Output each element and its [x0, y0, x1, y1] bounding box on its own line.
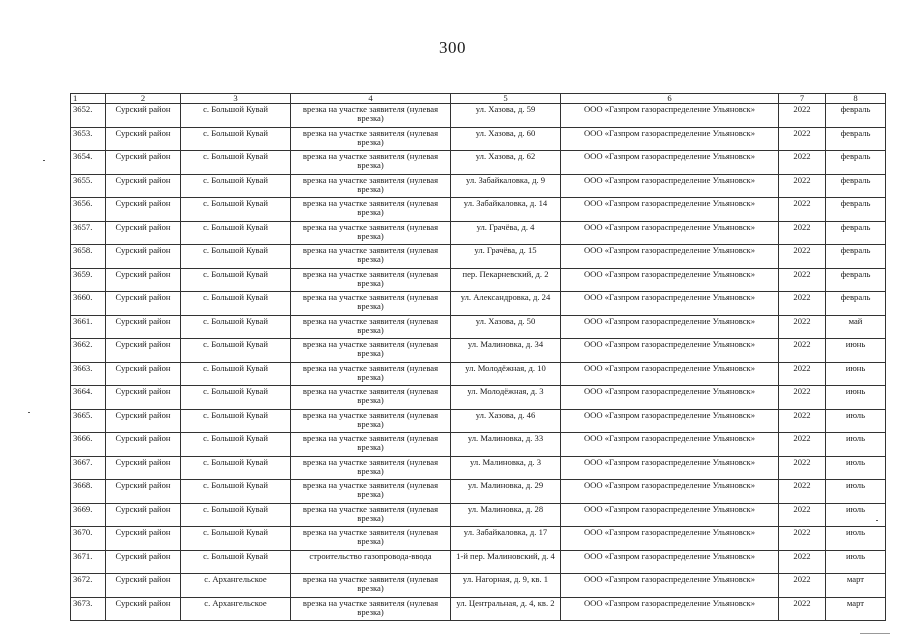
cell-organization: ООО «Газпром газораспределение Ульяновск» [561, 433, 779, 457]
cell-month: февраль [826, 292, 886, 316]
cell-year: 2022 [779, 597, 826, 621]
cell-settlement: с. Большой Кувай [181, 315, 291, 339]
cell-work-type: врезка на участке заявителя (нулевая врезка) [291, 268, 451, 292]
cell-organization: ООО «Газпром газораспределение Ульяновск» [561, 456, 779, 480]
cell-year: 2022 [779, 104, 826, 128]
cell-organization: ООО «Газпром газораспределение Ульяновск» [561, 245, 779, 269]
column-header-1: 1 [71, 94, 106, 104]
cell-row-number: 3654. [71, 151, 106, 175]
cell-district: Сурский район [106, 386, 181, 410]
cell-organization: ООО «Газпром газораспределение Ульяновск» [561, 550, 779, 574]
cell-district: Сурский район [106, 151, 181, 175]
cell-address: ул. Нагорная, д. 9, кв. 1 [451, 574, 561, 598]
cell-settlement: с. Архангельское [181, 574, 291, 598]
cell-month: февраль [826, 127, 886, 151]
cell-settlement: с. Большой Кувай [181, 480, 291, 504]
cell-row-number: 3672. [71, 574, 106, 598]
table-row [71, 456, 886, 480]
cell-month: июль [826, 550, 886, 574]
table-row [71, 597, 886, 621]
cell-work-type: врезка на участке заявителя (нулевая врезка) [291, 574, 451, 598]
cell-settlement: с. Большой Кувай [181, 151, 291, 175]
table-row [71, 386, 886, 410]
cell-district: Сурский район [106, 245, 181, 269]
cell-year: 2022 [779, 268, 826, 292]
column-header-8: 8 [826, 94, 886, 104]
cell-row-number: 3669. [71, 503, 106, 527]
cell-year: 2022 [779, 245, 826, 269]
cell-month: февраль [826, 151, 886, 175]
table-row [71, 503, 886, 527]
cell-organization: ООО «Газпром газораспределение Ульяновск» [561, 315, 779, 339]
cell-address: ул. Грачёва, д. 15 [451, 245, 561, 269]
cell-district: Сурский район [106, 550, 181, 574]
cell-organization: ООО «Газпром газораспределение Ульяновск» [561, 362, 779, 386]
cell-work-type: врезка на участке заявителя (нулевая врезка) [291, 221, 451, 245]
cell-work-type: врезка на участке заявителя (нулевая врезка) [291, 339, 451, 363]
table-row [71, 315, 886, 339]
cell-settlement: с. Большой Кувай [181, 104, 291, 128]
cell-settlement: с. Архангельское [181, 597, 291, 621]
cell-settlement: с. Большой Кувай [181, 339, 291, 363]
cell-year: 2022 [779, 315, 826, 339]
cell-address: ул. Центральная, д. 4, кв. 2 [451, 597, 561, 621]
cell-work-type: врезка на участке заявителя (нулевая врезка) [291, 386, 451, 410]
cell-settlement: с. Большой Кувай [181, 433, 291, 457]
cell-address: ул. Молодёжная, д. 10 [451, 362, 561, 386]
cell-work-type: врезка на участке заявителя (нулевая врезка) [291, 503, 451, 527]
cell-row-number: 3655. [71, 174, 106, 198]
cell-organization: ООО «Газпром газораспределение Ульяновск» [561, 339, 779, 363]
table-row [71, 174, 886, 198]
cell-settlement: с. Большой Кувай [181, 550, 291, 574]
cell-organization: ООО «Газпром газораспределение Ульяновск» [561, 527, 779, 551]
cell-district: Сурский район [106, 339, 181, 363]
cell-row-number: 3673. [71, 597, 106, 621]
cell-organization: ООО «Газпром газораспределение Ульяновск» [561, 268, 779, 292]
cell-district: Сурский район [106, 221, 181, 245]
cell-settlement: с. Большой Кувай [181, 409, 291, 433]
cell-row-number: 3664. [71, 386, 106, 410]
cell-work-type: врезка на участке заявителя (нулевая врезка) [291, 527, 451, 551]
table-row [71, 362, 886, 386]
cell-month: июль [826, 456, 886, 480]
cell-month: март [826, 597, 886, 621]
table-row [71, 409, 886, 433]
cell-work-type: врезка на участке заявителя (нулевая врезка) [291, 362, 451, 386]
cell-address: ул. Забайкаловка, д. 14 [451, 198, 561, 222]
cell-organization: ООО «Газпром газораспределение Ульяновск» [561, 127, 779, 151]
cell-organization: ООО «Газпром газораспределение Ульяновск» [561, 151, 779, 175]
cell-address: ул. Малиновка, д. 28 [451, 503, 561, 527]
cell-district: Сурский район [106, 433, 181, 457]
cell-address: ул. Забайкаловка, д. 9 [451, 174, 561, 198]
column-header-2: 2 [106, 94, 181, 104]
cell-row-number: 3670. [71, 527, 106, 551]
cell-district: Сурский район [106, 292, 181, 316]
cell-year: 2022 [779, 151, 826, 175]
cell-month: февраль [826, 268, 886, 292]
cell-address: ул. Хазова, д. 60 [451, 127, 561, 151]
cell-month: июнь [826, 386, 886, 410]
cell-month: февраль [826, 245, 886, 269]
table-row [71, 574, 886, 598]
cell-month: февраль [826, 221, 886, 245]
cell-year: 2022 [779, 550, 826, 574]
cell-work-type: строительство газопровода-ввода [291, 550, 451, 574]
cell-settlement: с. Большой Кувай [181, 127, 291, 151]
cell-address: ул. Хазова, д. 62 [451, 151, 561, 175]
scan-speck [43, 160, 45, 161]
cell-address: ул. Хазова, д. 46 [451, 409, 561, 433]
cell-row-number: 3652. [71, 104, 106, 128]
cell-year: 2022 [779, 221, 826, 245]
cell-work-type: врезка на участке заявителя (нулевая врезка) [291, 456, 451, 480]
page-number: 300 [439, 38, 466, 57]
cell-organization: ООО «Газпром газораспределение Ульяновск» [561, 597, 779, 621]
cell-address: ул. Малиновка, д. 3 [451, 456, 561, 480]
table-row [71, 292, 886, 316]
cell-year: 2022 [779, 127, 826, 151]
cell-month: июнь [826, 339, 886, 363]
cell-address: ул. Малиновка, д. 33 [451, 433, 561, 457]
table-row [71, 245, 886, 269]
cell-address: ул. Малиновка, д. 29 [451, 480, 561, 504]
table-row [71, 339, 886, 363]
cell-settlement: с. Большой Кувай [181, 198, 291, 222]
cell-district: Сурский район [106, 456, 181, 480]
cell-address: ул. Забайкаловка, д. 17 [451, 527, 561, 551]
cell-month: март [826, 574, 886, 598]
cell-work-type: врезка на участке заявителя (нулевая врезка) [291, 104, 451, 128]
cell-address: ул. Хазова, д. 50 [451, 315, 561, 339]
cell-settlement: с. Большой Кувай [181, 245, 291, 269]
cell-organization: ООО «Газпром газораспределение Ульяновск» [561, 503, 779, 527]
cell-address: ул. Александровка, д. 24 [451, 292, 561, 316]
cell-work-type: врезка на участке заявителя (нулевая врезка) [291, 480, 451, 504]
cell-row-number: 3663. [71, 362, 106, 386]
scan-speck [876, 520, 878, 521]
cell-row-number: 3662. [71, 339, 106, 363]
cell-work-type: врезка на участке заявителя (нулевая врезка) [291, 151, 451, 175]
table-row [71, 104, 886, 128]
column-header-4: 4 [291, 94, 451, 104]
cell-year: 2022 [779, 292, 826, 316]
cell-row-number: 3660. [71, 292, 106, 316]
table-row [71, 198, 886, 222]
table-row [71, 433, 886, 457]
cell-address: ул. Молодёжная, д. 3 [451, 386, 561, 410]
cell-work-type: врезка на участке заявителя (нулевая врезка) [291, 292, 451, 316]
cell-row-number: 3659. [71, 268, 106, 292]
cell-settlement: с. Большой Кувай [181, 386, 291, 410]
cell-address: ул. Малиновка, д. 34 [451, 339, 561, 363]
cell-month: июль [826, 480, 886, 504]
cell-district: Сурский район [106, 480, 181, 504]
cell-district: Сурский район [106, 127, 181, 151]
cell-month: июль [826, 527, 886, 551]
cell-year: 2022 [779, 362, 826, 386]
cell-settlement: с. Большой Кувай [181, 456, 291, 480]
cell-address: пер. Пекарневский, д. 2 [451, 268, 561, 292]
table-header [71, 94, 886, 104]
cell-row-number: 3657. [71, 221, 106, 245]
cell-district: Сурский район [106, 362, 181, 386]
cell-year: 2022 [779, 339, 826, 363]
cell-district: Сурский район [106, 574, 181, 598]
cell-district: Сурский район [106, 597, 181, 621]
header-row [71, 94, 886, 104]
cell-year: 2022 [779, 574, 826, 598]
cell-work-type: врезка на участке заявителя (нулевая врезка) [291, 127, 451, 151]
table-row [71, 550, 886, 574]
table-row [71, 480, 886, 504]
cell-month: июль [826, 433, 886, 457]
cell-settlement: с. Большой Кувай [181, 527, 291, 551]
cell-row-number: 3671. [71, 550, 106, 574]
cell-year: 2022 [779, 386, 826, 410]
cell-organization: ООО «Газпром газораспределение Ульяновск» [561, 221, 779, 245]
cell-year: 2022 [779, 433, 826, 457]
cell-district: Сурский район [106, 409, 181, 433]
cell-district: Сурский район [106, 527, 181, 551]
cell-year: 2022 [779, 198, 826, 222]
cell-year: 2022 [779, 503, 826, 527]
table-row [71, 527, 886, 551]
column-header-3: 3 [181, 94, 291, 104]
cell-month: май [826, 315, 886, 339]
cell-month: февраль [826, 198, 886, 222]
column-header-7: 7 [779, 94, 826, 104]
cell-row-number: 3653. [71, 127, 106, 151]
cell-settlement: с. Большой Кувай [181, 292, 291, 316]
cell-work-type: врезка на участке заявителя (нулевая врезка) [291, 597, 451, 621]
cell-organization: ООО «Газпром газораспределение Ульяновск» [561, 292, 779, 316]
cell-row-number: 3656. [71, 198, 106, 222]
column-header-6: 6 [561, 94, 779, 104]
cell-year: 2022 [779, 527, 826, 551]
registry-table [70, 93, 886, 621]
cell-row-number: 3667. [71, 456, 106, 480]
cell-organization: ООО «Газпром газораспределение Ульяновск» [561, 174, 779, 198]
cell-month: июль [826, 503, 886, 527]
cell-settlement: с. Большой Кувай [181, 503, 291, 527]
cell-year: 2022 [779, 480, 826, 504]
cell-row-number: 3665. [71, 409, 106, 433]
cell-settlement: с. Большой Кувай [181, 268, 291, 292]
cell-organization: ООО «Газпром газораспределение Ульяновск» [561, 104, 779, 128]
cell-row-number: 3668. [71, 480, 106, 504]
cell-settlement: с. Большой Кувай [181, 362, 291, 386]
cell-organization: ООО «Газпром газораспределение Ульяновск» [561, 409, 779, 433]
cell-year: 2022 [779, 174, 826, 198]
cell-month: февраль [826, 174, 886, 198]
cell-work-type: врезка на участке заявителя (нулевая врезка) [291, 174, 451, 198]
table-row [71, 221, 886, 245]
cell-month: июль [826, 409, 886, 433]
cell-row-number: 3658. [71, 245, 106, 269]
cell-year: 2022 [779, 456, 826, 480]
column-header-5: 5 [451, 94, 561, 104]
cell-work-type: врезка на участке заявителя (нулевая врезка) [291, 198, 451, 222]
table-row [71, 268, 886, 292]
table-row [71, 151, 886, 175]
cell-district: Сурский район [106, 174, 181, 198]
cell-month: февраль [826, 104, 886, 128]
cell-work-type: врезка на участке заявителя (нулевая врезка) [291, 409, 451, 433]
table-row [71, 127, 886, 151]
cell-year: 2022 [779, 409, 826, 433]
cell-address: 1-й пер. Малиновский, д. 4 [451, 550, 561, 574]
cell-settlement: с. Большой Кувай [181, 174, 291, 198]
cell-district: Сурский район [106, 503, 181, 527]
cell-work-type: врезка на участке заявителя (нулевая врезка) [291, 315, 451, 339]
table-body [71, 104, 886, 621]
cell-address: ул. Хазова, д. 59 [451, 104, 561, 128]
cell-address: ул. Грачёва, д. 4 [451, 221, 561, 245]
cell-organization: ООО «Газпром газораспределение Ульяновск» [561, 480, 779, 504]
cell-work-type: врезка на участке заявителя (нулевая врезка) [291, 245, 451, 269]
cell-district: Сурский район [106, 198, 181, 222]
cell-row-number: 3661. [71, 315, 106, 339]
scan-speck [860, 633, 890, 634]
cell-organization: ООО «Газпром газораспределение Ульяновск» [561, 198, 779, 222]
cell-settlement: с. Большой Кувай [181, 221, 291, 245]
cell-district: Сурский район [106, 315, 181, 339]
scan-speck [28, 412, 30, 413]
cell-organization: ООО «Газпром газораспределение Ульяновск» [561, 386, 779, 410]
cell-work-type: врезка на участке заявителя (нулевая врезка) [291, 433, 451, 457]
cell-district: Сурский район [106, 104, 181, 128]
cell-row-number: 3666. [71, 433, 106, 457]
cell-organization: ООО «Газпром газораспределение Ульяновск» [561, 574, 779, 598]
cell-district: Сурский район [106, 268, 181, 292]
cell-month: июнь [826, 362, 886, 386]
